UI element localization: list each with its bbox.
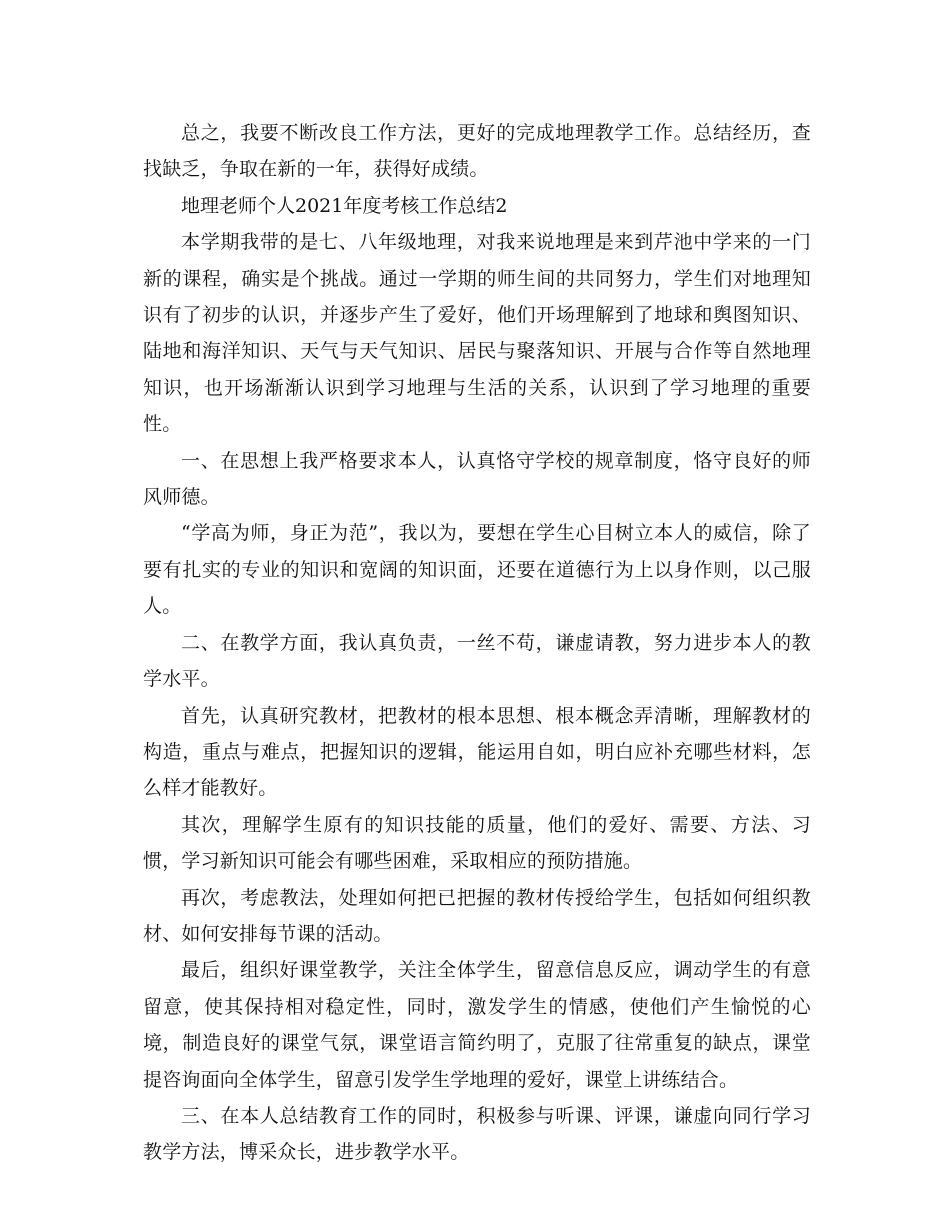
paragraph-point-1: 一、在思想上我严格要求本人，认真恪守学校的规章制度，恪守良好的师风师德。 (143, 449, 811, 509)
paragraph-third: 再次，考虑教法，处理如何把已把握的教材传授给学生，包括如何组织教材、如何安排每节课的活动。 (143, 886, 811, 945)
paragraph-quote: “学高为师，身正为范”，我以为，要想在学生心目树立本人的威信，除了要有扎实的专业的知识和宽阔的知识面，还要在道德行为上以身作则，以己服人。 (143, 522, 811, 618)
paragraph-point-2: 二、在教学方面，我认真负责，一丝不苟，谦虚请教，努力进步本人的教学水平。 (143, 631, 811, 691)
document-body (143, 115, 811, 1171)
paragraph-intro: 本学期我带的是七、八年级地理，对我来说地理是来到芹池中学来的一门新的课程，确实是个挑战。通过一学期的师生间的共同努力，学生们对地理知识有了初步的认识，并逐步产生了爱好，他们开场理解到了地球和舆图知识、陆地和海洋知识、天气与天气知识、居民与聚落知识、开展与合作等自然地理知识，也开场渐渐认识到学习地理与生活的关系，认识到了学习地理的重要性。 (143, 231, 811, 436)
section-title: 地理老师个人2021年度考核工作总结2 (181, 194, 508, 217)
paragraph-point-3: 三、在本人总结教育工作的同时，积极参与听课、评课，谦虚向同行学习教学方法，博采众长，进步教学水平。 (143, 1104, 811, 1164)
paragraph-conclusion: 总之，我要不断改良工作方法，更好的完成地理教学工作。总结经历，查找缺乏，争取在新的一年，获得好成绩。 (143, 122, 811, 181)
paragraph-second: 其次，理解学生原有的知识技能的质量，他们的爱好、需要、方法、习惯，学习新知识可能会有哪些困难，采取相应的预防措施。 (143, 813, 811, 873)
paragraph-last: 最后，组织好课堂教学，关注全体学生，留意信息反应，调动学生的有意留意，使其保持相对稳定性，同时，激发学生的情感，使他们产生愉悦的心境，制造良好的课堂气氛，课堂语言简约明了，克服了往常重复的缺点，课堂提咨询面向全体学生，留意引发学生学地理的爱好，课堂上讲练结合。 (143, 959, 811, 1091)
paragraph-first: 首先，认真研究教材，把教材的根本思想、根本概念弄清晰，理解教材的构造，重点与难点，把握知识的逻辑，能运用自如，明白应补充哪些材料，怎么样才能教好。 (143, 704, 811, 800)
